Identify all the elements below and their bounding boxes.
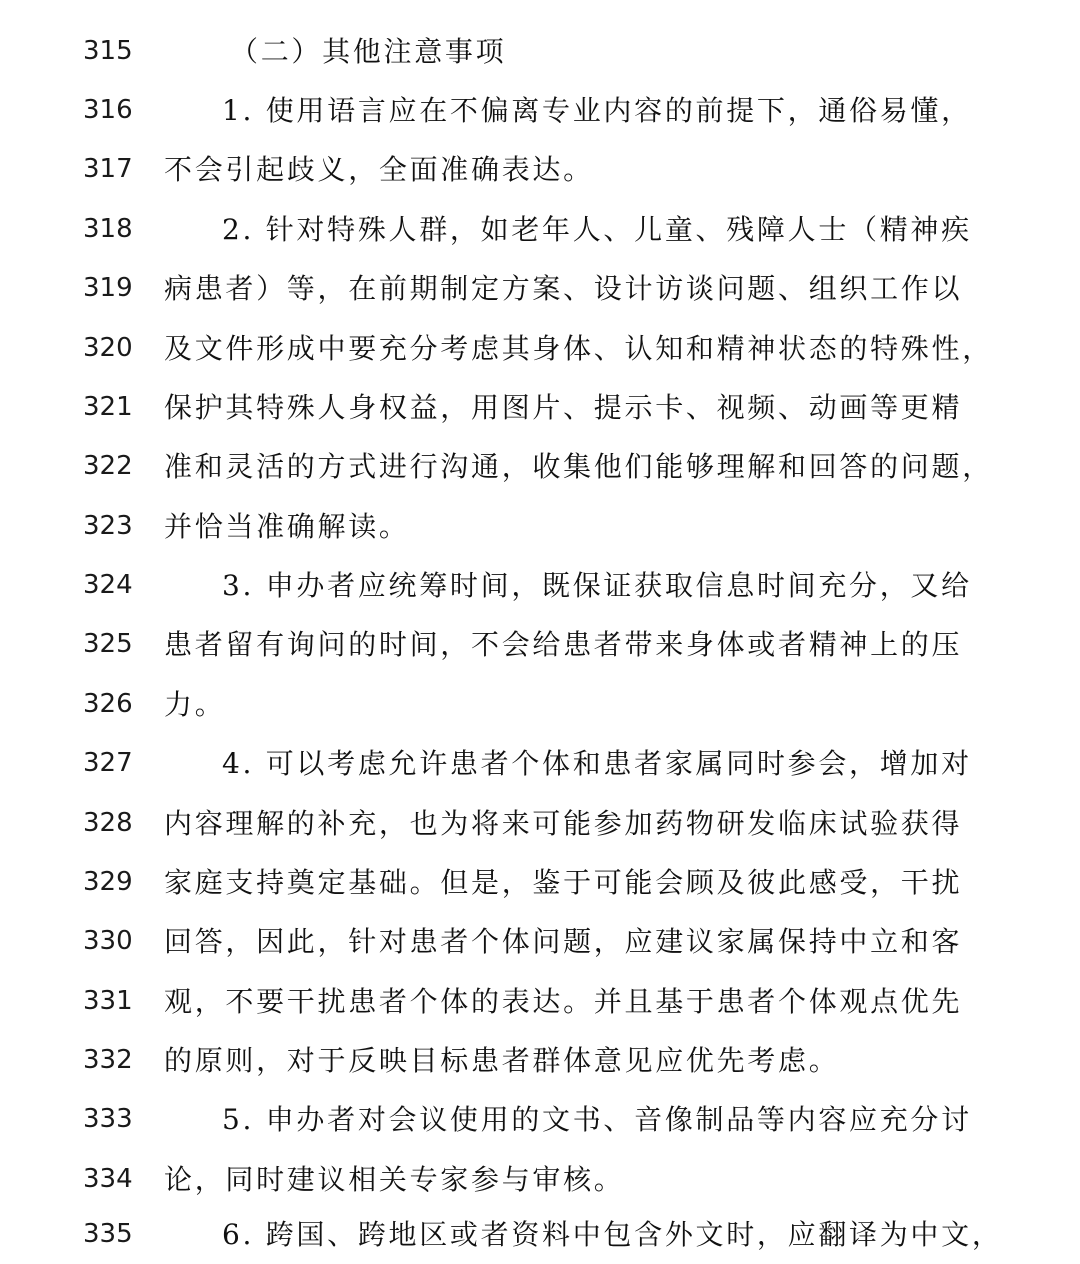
line-number: 316	[83, 95, 133, 125]
line-text: 病患者）等，在前期制定方案、设计访谈问题、组织工作以	[164, 272, 963, 305]
document-line	[0, 259, 1080, 318]
document-line	[0, 675, 1080, 734]
line-number: 317	[83, 154, 133, 184]
line-number: 318	[83, 214, 133, 244]
line-text: 不会引起歧义，全面准确表达。	[164, 153, 594, 186]
document-line	[0, 615, 1080, 674]
document-line	[0, 794, 1080, 853]
line-number: 328	[83, 808, 133, 838]
line-text: 3. 申办者应统筹时间，既保证获取信息时间充分，又给	[222, 569, 972, 602]
line-text: 的原则，对于反映目标患者群体意见应优先考虑。	[164, 1044, 840, 1077]
line-text: 2. 针对特殊人群，如老年人、儿童、残障人士（精神疾	[222, 213, 972, 246]
line-number: 325	[83, 629, 133, 659]
document-line	[0, 1031, 1080, 1090]
line-number: 326	[83, 689, 133, 719]
document-line	[0, 319, 1080, 378]
document-line	[0, 556, 1080, 615]
line-number: 321	[83, 392, 133, 422]
line-number: 322	[83, 451, 133, 481]
document-line	[0, 912, 1080, 971]
document-line	[0, 1205, 1080, 1264]
line-number: 324	[83, 570, 133, 600]
document-line	[0, 378, 1080, 437]
line-text: 力。	[164, 688, 226, 721]
line-text: 内容理解的补充，也为将来可能参加药物研发临床试验获得	[164, 807, 963, 840]
line-text: 家庭支持奠定基础。但是，鉴于可能会顾及彼此感受，干扰	[164, 866, 963, 899]
line-number: 319	[83, 273, 133, 303]
line-text: 并恰当准确解读。	[164, 510, 410, 543]
line-number: 334	[83, 1164, 133, 1194]
line-number: 320	[83, 333, 133, 363]
line-number: 330	[83, 926, 133, 956]
document-line	[0, 437, 1080, 496]
document-line	[0, 1090, 1080, 1149]
document-line	[0, 81, 1080, 140]
line-number: 323	[83, 511, 133, 541]
line-text: 论，同时建议相关专家参与审核。	[164, 1163, 625, 1196]
document-line	[0, 497, 1080, 556]
line-number: 335	[83, 1219, 133, 1249]
line-number: 327	[83, 748, 133, 778]
document-line	[0, 200, 1080, 259]
document-line	[0, 140, 1080, 199]
document-line	[0, 972, 1080, 1031]
line-text: 患者留有询问的时间，不会给患者带来身体或者精神上的压	[164, 628, 963, 661]
line-number: 333	[83, 1104, 133, 1134]
line-text: 回答，因此，针对患者个体问题，应建议家属保持中立和客	[164, 925, 963, 958]
line-number: 331	[83, 986, 133, 1016]
line-text: 1. 使用语言应在不偏离专业内容的前提下，通俗易懂，	[222, 94, 972, 127]
line-text: 观，不要干扰患者个体的表达。并且基于患者个体观点优先	[164, 985, 963, 1018]
line-text: 4. 可以考虑允许患者个体和患者家属同时参会，增加对	[222, 747, 972, 780]
line-text: 5. 申办者对会议使用的文书、音像制品等内容应充分讨	[222, 1103, 972, 1136]
document-line	[0, 1150, 1080, 1209]
line-text: 及文件形成中要充分考虑其身体、认知和精神状态的特殊性，	[164, 332, 993, 365]
document-line	[0, 22, 1080, 81]
line-number: 332	[83, 1045, 133, 1075]
line-text: 保护其特殊人身权益，用图片、提示卡、视频、动画等更精	[164, 391, 963, 424]
document-line	[0, 853, 1080, 912]
document-line	[0, 734, 1080, 793]
line-number: 315	[83, 36, 133, 66]
section-heading: （二）其他注意事项	[230, 35, 507, 68]
line-text: 准和灵活的方式进行沟通，收集他们能够理解和回答的问题，	[164, 450, 993, 483]
line-number: 329	[83, 867, 133, 897]
line-text: 6. 跨国、跨地区或者资料中包含外文时，应翻译为中文，	[222, 1218, 1003, 1251]
